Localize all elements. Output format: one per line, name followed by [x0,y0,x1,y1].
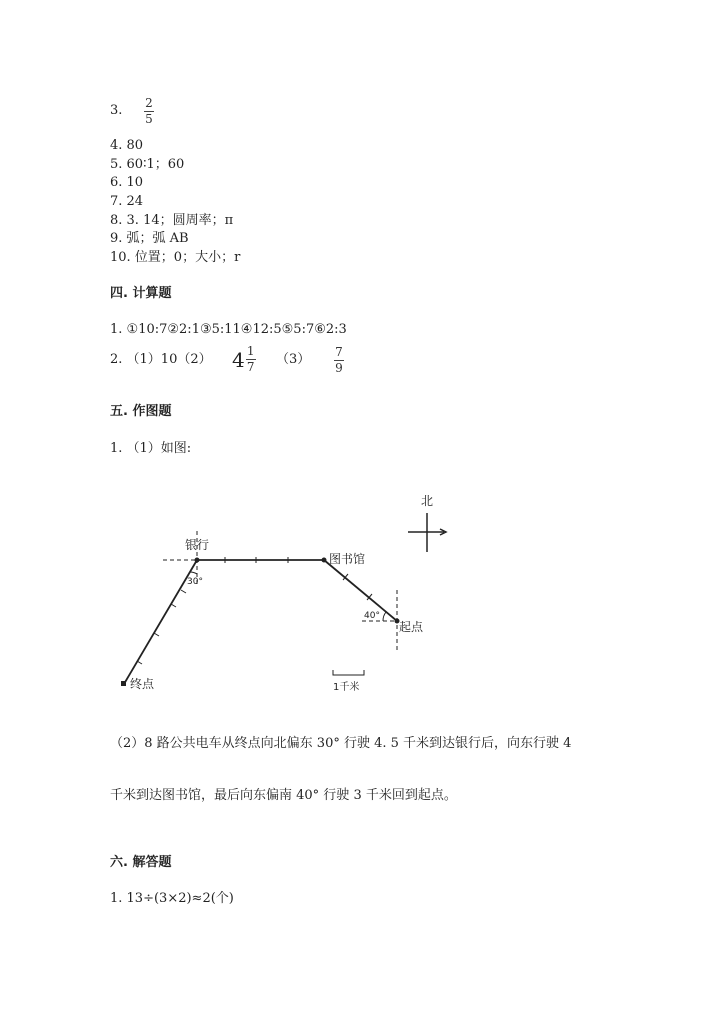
scale-label: 1千米 [333,682,360,693]
answer-6: 6. 10 [110,175,144,190]
answer-3-label: 3. [110,103,123,118]
angle-arc-bank [190,572,197,574]
tick-mark [171,604,176,607]
fraction-numerator: 7 [335,345,343,359]
compass-icon [408,513,446,552]
section-4-title: 四. 计算题 [110,286,172,301]
section-6-title: 六. 解答题 [110,855,172,870]
answer-7: 7. 24 [110,194,144,209]
answer-10: 10. 位置；0；大小；r [110,250,241,265]
answer-5: 5. 60∶1；60 [110,157,185,172]
tick-mark [154,633,159,636]
bank-point [195,558,200,563]
tick-mark [137,661,142,664]
section-5-para-line-2: 千米到达图书馆，最后向东偏南 40° 行驶 3 千米回到起点。 [110,788,457,803]
section-5-title: 五. 作图题 [110,404,172,419]
angle-label-start: 40° [364,611,380,621]
mixed-number [232,345,256,374]
angle-label-bank: 30° [187,577,203,587]
answer-3-fraction [144,97,154,126]
tick-mark [181,590,186,593]
angle-arc-start [383,612,386,621]
end-label: 终点 [130,677,155,691]
end-point [121,681,126,686]
fraction-denominator: 5 [145,112,153,126]
library-point [322,558,327,563]
mixed-fraction [246,345,256,374]
fraction-numerator: 2 [145,96,153,110]
fraction-denominator: 9 [335,361,343,375]
fraction-numerator: 1 [246,344,255,358]
section-5-sub-1: 1. （1）如图: [110,441,192,456]
section-5-para-line-1: （2）8 路公共电车从终点向北偏东 30° 行驶 4. 5 千米到达银行后，向东行驶 4 [110,736,572,751]
answer-9: 9. 弧；弧 AB [110,231,189,246]
answer-8: 8. 3. 14；圆周率；π [110,213,234,228]
library-label: 图书馆 [329,552,366,566]
fraction-7-9 [334,346,344,375]
section-4-line-2-mid: （3） [276,352,311,367]
route-library-to-start [324,560,397,621]
bank-label: 银行 [185,538,210,552]
fraction-denominator: 7 [246,360,255,374]
compass-north-label: 北 [421,494,434,508]
section-6-line-1: 1. 13÷(3×2)≈2(个) [110,891,234,906]
answer-4: 4. 80 [110,138,144,153]
section-4-line-2-prefix: 2. （1）10（2） [110,352,212,367]
mixed-whole: 4 [232,347,245,372]
scale-bar [333,670,364,675]
start-label: 起点 [399,620,424,634]
route-diagram [0,480,720,710]
section-4-line-1: 1. ①10:7②2:1③5:11④12:5⑤5:7⑥2:3 [110,322,347,337]
